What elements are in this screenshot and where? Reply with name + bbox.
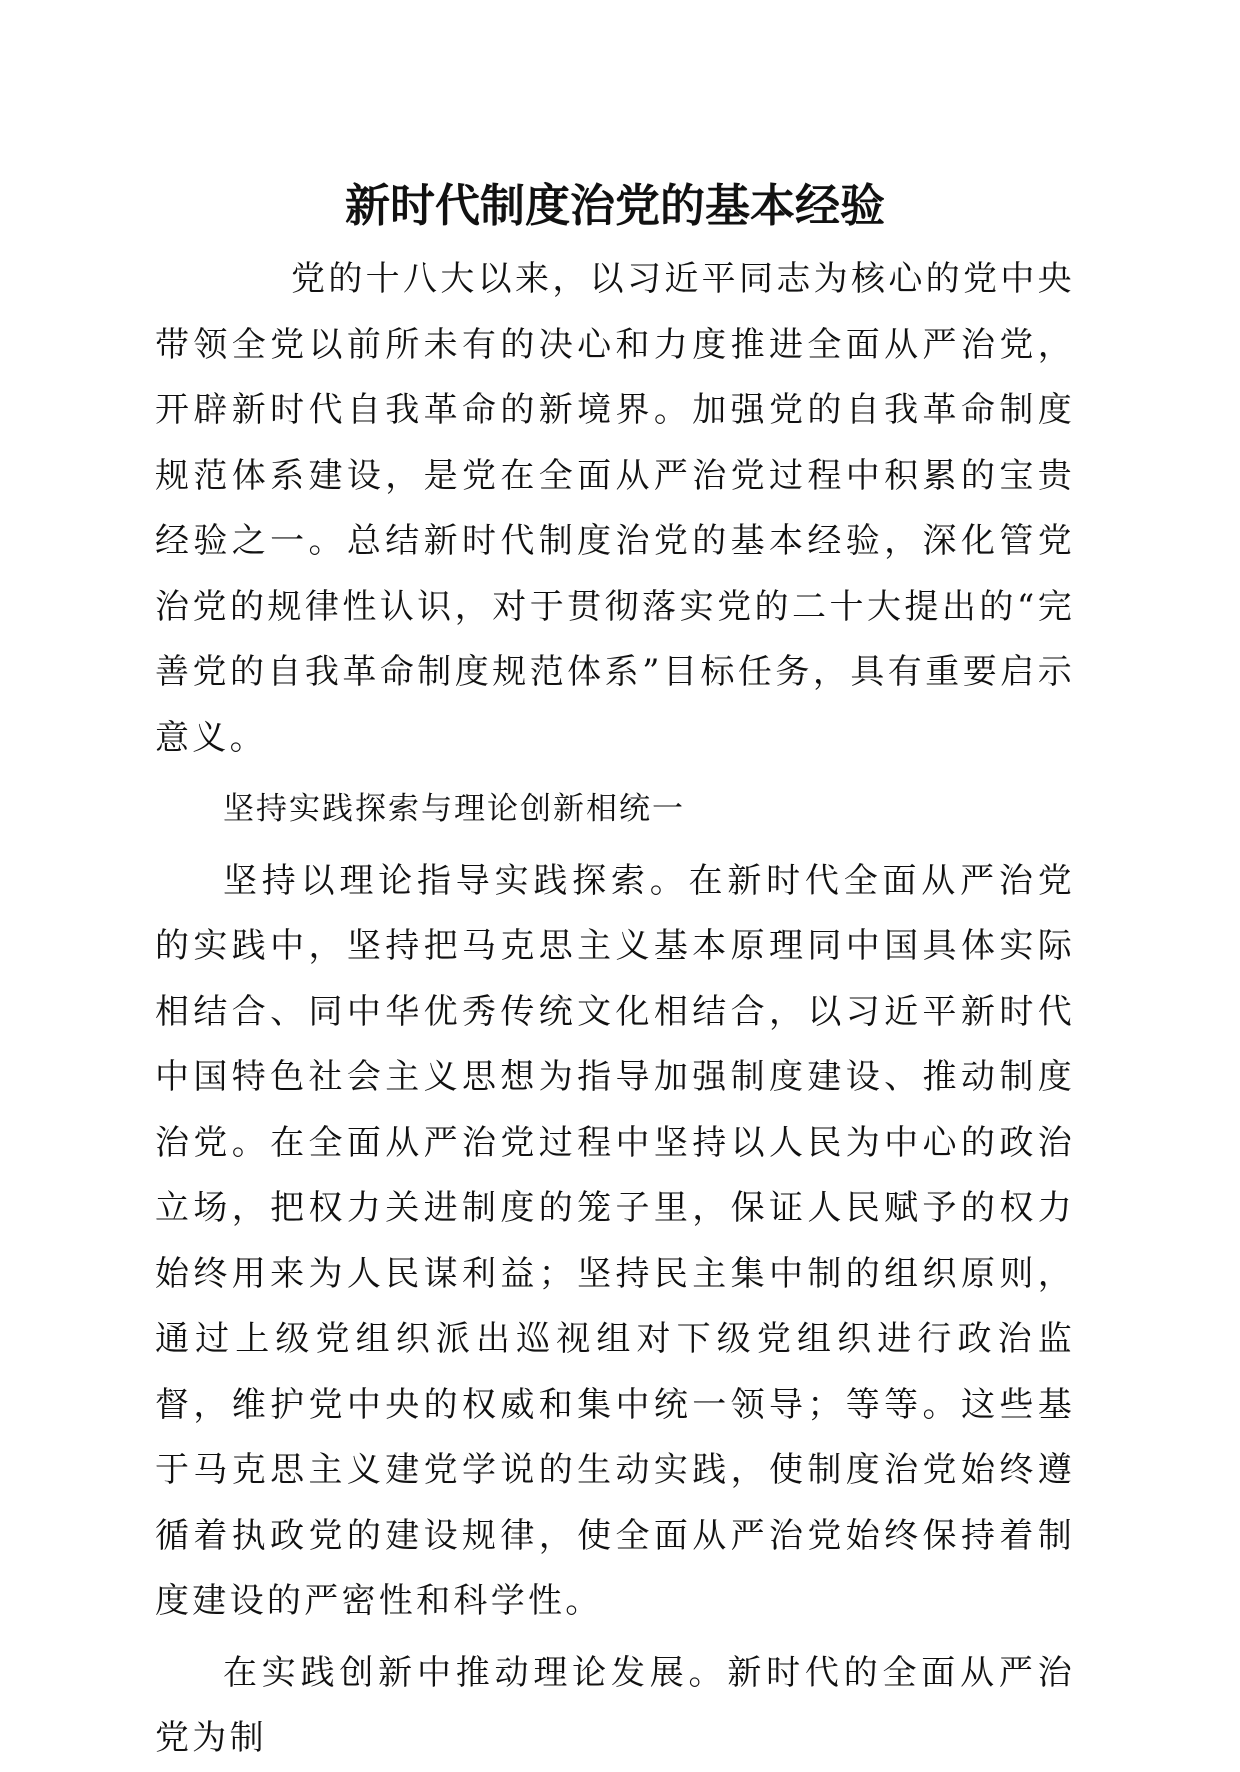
- intro-paragraph: 党的十八大以来，以习近平同志为核心的党中央带领全党以前所未有的决心和力度推进全面从严治党，开辟新时代自我革命的新境界。加强党的自我革命制度规范体系建设，是党在全面从严治党过程中积累的宝贵经验之一。总结新时代制度治党的基本经验，深化管党治党的规律性认识，对于贯彻落实党的二十大提出的“完善党的自我革命制度规范体系”目标任务，具有重要启示意义。: [155, 259, 1075, 758]
- document-title: 新时代制度治党的基本经验: [344, 179, 885, 232]
- document-body: [155, 247, 1075, 1772]
- body-paragraph: 坚持以理论指导实践探索。在新时代全面从严治党的实践中，坚持把马克思主义基本原理同中国具体实际相结合、同中华优秀传统文化相结合，以习近平新时代中国特色社会主义思想为指导加强制度建设、推动制度治党。在全面从严治党过程中坚持以人民为中心的政治立场，把权力关进制度的笼子里，保证人民赋予的权力始终用来为人民谋利益；坚持民主集中制的组织原则，通过上级党组织派出巡视组对下级党组织进行政治监督，维护党中央的权威和集中统一领导；等等。这些基于马克思主义建党学说的生动实践，使制度治党始终遵循着执政党的建设规律，使全面从严治党始终保持着制度建设的严密性和科学性。: [155, 860, 1075, 1621]
- section-heading: 坚持实践探索与理论创新相统一: [223, 791, 685, 827]
- body-paragraph: 在实践创新中推动理论发展。新时代的全面从严治党为制: [155, 1652, 1075, 1758]
